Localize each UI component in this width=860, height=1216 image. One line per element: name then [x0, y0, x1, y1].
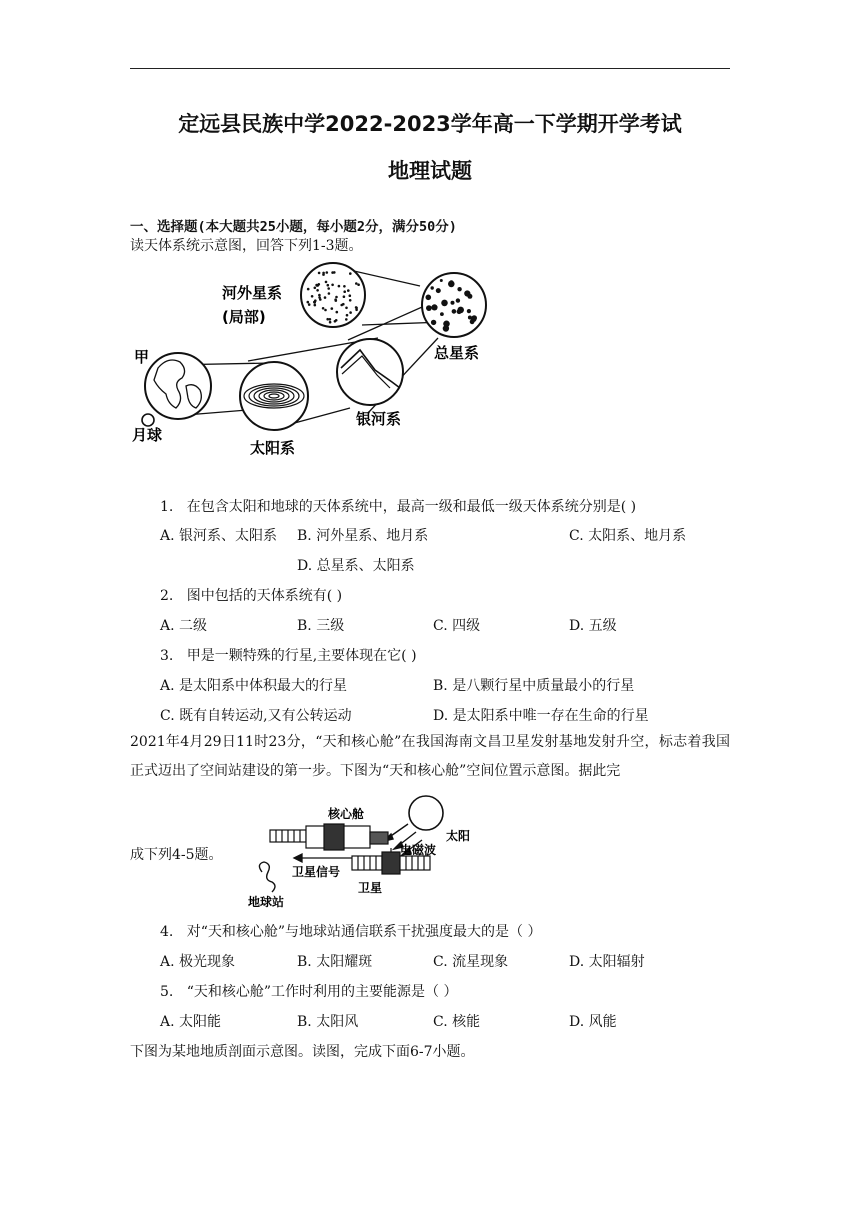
- section3-intro: 下图为某地地质剖面示意图。读图，完成下面6-7小题。: [130, 1044, 475, 1060]
- star-dot: [426, 295, 432, 301]
- star-dot: [431, 320, 436, 325]
- q4-option-c[interactable]: C. 流星现象: [433, 954, 509, 970]
- q4-option-b[interactable]: B. 太阳耀斑: [297, 954, 373, 970]
- star-dot: [338, 285, 341, 288]
- star-dot: [331, 284, 334, 287]
- star-dot: [470, 319, 475, 324]
- q1-option-a[interactable]: A. 银河系、太阳系: [160, 528, 278, 544]
- label-satellite: 卫星: [358, 881, 383, 895]
- star-dot: [307, 288, 310, 291]
- moon-circle: [142, 414, 154, 426]
- passage-tianhe-tail: 成下列4-5题。: [130, 847, 223, 863]
- question-4: 4. 对“天和核心舱”与地球站通信联系干扰强度最大的是（ ）: [160, 924, 542, 940]
- star-dot: [340, 304, 343, 307]
- star-dot: [307, 301, 310, 304]
- star-dot: [329, 321, 332, 324]
- star-dot: [324, 296, 327, 299]
- star-dot: [441, 300, 448, 307]
- star-dot: [451, 301, 455, 305]
- star-dot: [322, 272, 325, 275]
- label-moon: 月球: [132, 426, 163, 444]
- page-title: 定远县民族中学2022-2023学年高一下学期开学考试: [178, 112, 682, 136]
- star-dot: [343, 295, 346, 298]
- star-dot: [450, 280, 454, 284]
- q5-option-c[interactable]: C. 核能: [433, 1014, 481, 1030]
- star-dot: [318, 296, 321, 299]
- passage-tianhe: 2021年4月29日11时23分，“天和核心舱”在我国海南文昌卫星发射基地发射升空，标志着我国正式迈出了空间站建设的第一步。下图为“天和核心舱”空间位置示意图。据此完: [130, 734, 730, 779]
- star-dot: [349, 272, 352, 275]
- star-dot: [314, 299, 317, 302]
- q5-option-b[interactable]: B. 太阳风: [297, 1014, 359, 1030]
- star-dot: [335, 319, 338, 322]
- star-dot: [331, 307, 334, 310]
- star-dot: [349, 299, 352, 302]
- label-universe: 总星系: [434, 344, 480, 362]
- section-intro: 读天体系统示意图，回答下列1-3题。: [130, 238, 363, 254]
- star-dot: [315, 284, 318, 287]
- star-dot: [328, 292, 331, 295]
- star-dot: [355, 309, 358, 312]
- star-dot: [355, 282, 358, 285]
- q5-option-d[interactable]: D. 风能: [569, 1014, 617, 1030]
- star-dot: [436, 288, 441, 293]
- q2-option-b[interactable]: B. 三级: [297, 618, 345, 634]
- star-dot: [457, 287, 461, 291]
- earth-circle: [145, 353, 211, 419]
- q1-option-c[interactable]: C. 太阳系、地月系: [569, 528, 687, 544]
- label-em-wave: 电磁波: [400, 843, 437, 857]
- label-satellite-signal: 卫星信号: [292, 865, 341, 879]
- star-dot: [318, 294, 321, 297]
- label-extragalactic: 河外星系: [222, 284, 283, 302]
- q2-option-c[interactable]: C. 四级: [433, 618, 481, 634]
- star-dot: [311, 295, 314, 298]
- star-dot: [349, 294, 352, 297]
- label-jia: 甲: [134, 348, 150, 366]
- star-dot: [314, 287, 317, 290]
- label-extragalactic-sub: (局部): [222, 308, 266, 326]
- label-sun: 太阳: [446, 829, 471, 843]
- star-dot: [443, 321, 450, 328]
- star-dot: [349, 311, 352, 314]
- question-5: 5. “天和核心舱”工作时利用的主要能源是（ ）: [160, 984, 458, 1000]
- star-dot: [343, 290, 346, 293]
- star-dot: [335, 296, 338, 299]
- question-1: 1. 在包含太阳和地球的天体系统中，最高一级和最低一级天体系统分别是( ): [160, 499, 637, 515]
- star-dot: [336, 311, 339, 314]
- q3-option-b[interactable]: B. 是八颗行星中质量最小的行星: [433, 678, 635, 694]
- question-3: 3. 甲是一颗特殊的行星,主要体现在它( ): [160, 648, 417, 664]
- label-earth-station: 地球站: [248, 895, 285, 909]
- universe-circle: [422, 273, 486, 337]
- star-dot: [440, 279, 443, 282]
- star-dot: [308, 303, 311, 306]
- celestial-system-figure: [128, 258, 500, 462]
- q2-option-a[interactable]: A. 二级: [160, 618, 208, 634]
- q5-option-a[interactable]: A. 太阳能: [160, 1014, 222, 1030]
- star-dot: [327, 287, 330, 290]
- label-milky-way: 银河系: [356, 410, 402, 428]
- top-rule: [130, 68, 730, 69]
- question-2: 2. 图中包括的天体系统有( ): [160, 588, 343, 604]
- q3-option-c[interactable]: C. 既有自转运动,又有公转运动: [160, 708, 352, 724]
- page-subtitle: 地理试题: [388, 159, 472, 183]
- star-dot: [467, 294, 472, 299]
- star-dot: [457, 307, 464, 314]
- solar-system-circle: [240, 362, 308, 430]
- star-dot: [346, 314, 349, 317]
- star-dot: [327, 284, 330, 287]
- star-dot: [431, 304, 437, 310]
- q3-option-a[interactable]: A. 是太阳系中体积最大的行星: [160, 678, 348, 694]
- milky-way-circle: [337, 339, 403, 405]
- extragalactic-circle: [301, 263, 365, 327]
- star-dot: [467, 309, 471, 313]
- q1-option-b[interactable]: B. 河外星系、地月系: [297, 528, 429, 544]
- star-dot: [334, 298, 337, 301]
- star-dot: [322, 307, 325, 310]
- star-dot: [325, 281, 328, 284]
- star-dot: [345, 318, 348, 321]
- q1-option-d[interactable]: D. 总星系、太阳系: [297, 558, 415, 574]
- star-dot: [324, 309, 327, 312]
- q4-option-d[interactable]: D. 太阳辐射: [569, 954, 645, 970]
- label-core-module: 核心舱: [328, 807, 365, 821]
- label-solar-system: 太阳系: [250, 439, 296, 457]
- tianhe-figure: [248, 794, 480, 912]
- q4-option-a[interactable]: A. 极光现象: [160, 954, 236, 970]
- section-heading: 一、选择题(本大题共25小题，每小题2分，满分50分): [130, 219, 457, 235]
- q3-option-d[interactable]: D. 是太阳系中唯一存在生命的行星: [433, 708, 649, 724]
- q2-option-d[interactable]: D. 五级: [569, 618, 617, 634]
- star-dot: [345, 307, 348, 310]
- star-dot: [331, 271, 334, 274]
- star-dot: [318, 272, 321, 275]
- star-dot: [431, 286, 434, 289]
- star-dot: [440, 312, 444, 316]
- star-dot: [347, 289, 350, 292]
- star-dot: [426, 305, 432, 311]
- star-dot: [314, 304, 317, 307]
- star-dot: [468, 316, 472, 320]
- star-dot: [456, 298, 460, 302]
- star-dot: [329, 318, 332, 321]
- star-dot: [326, 271, 329, 274]
- star-dot: [316, 289, 319, 292]
- star-dot: [343, 285, 346, 288]
- star-dot: [452, 309, 457, 314]
- star-dot: [357, 283, 360, 286]
